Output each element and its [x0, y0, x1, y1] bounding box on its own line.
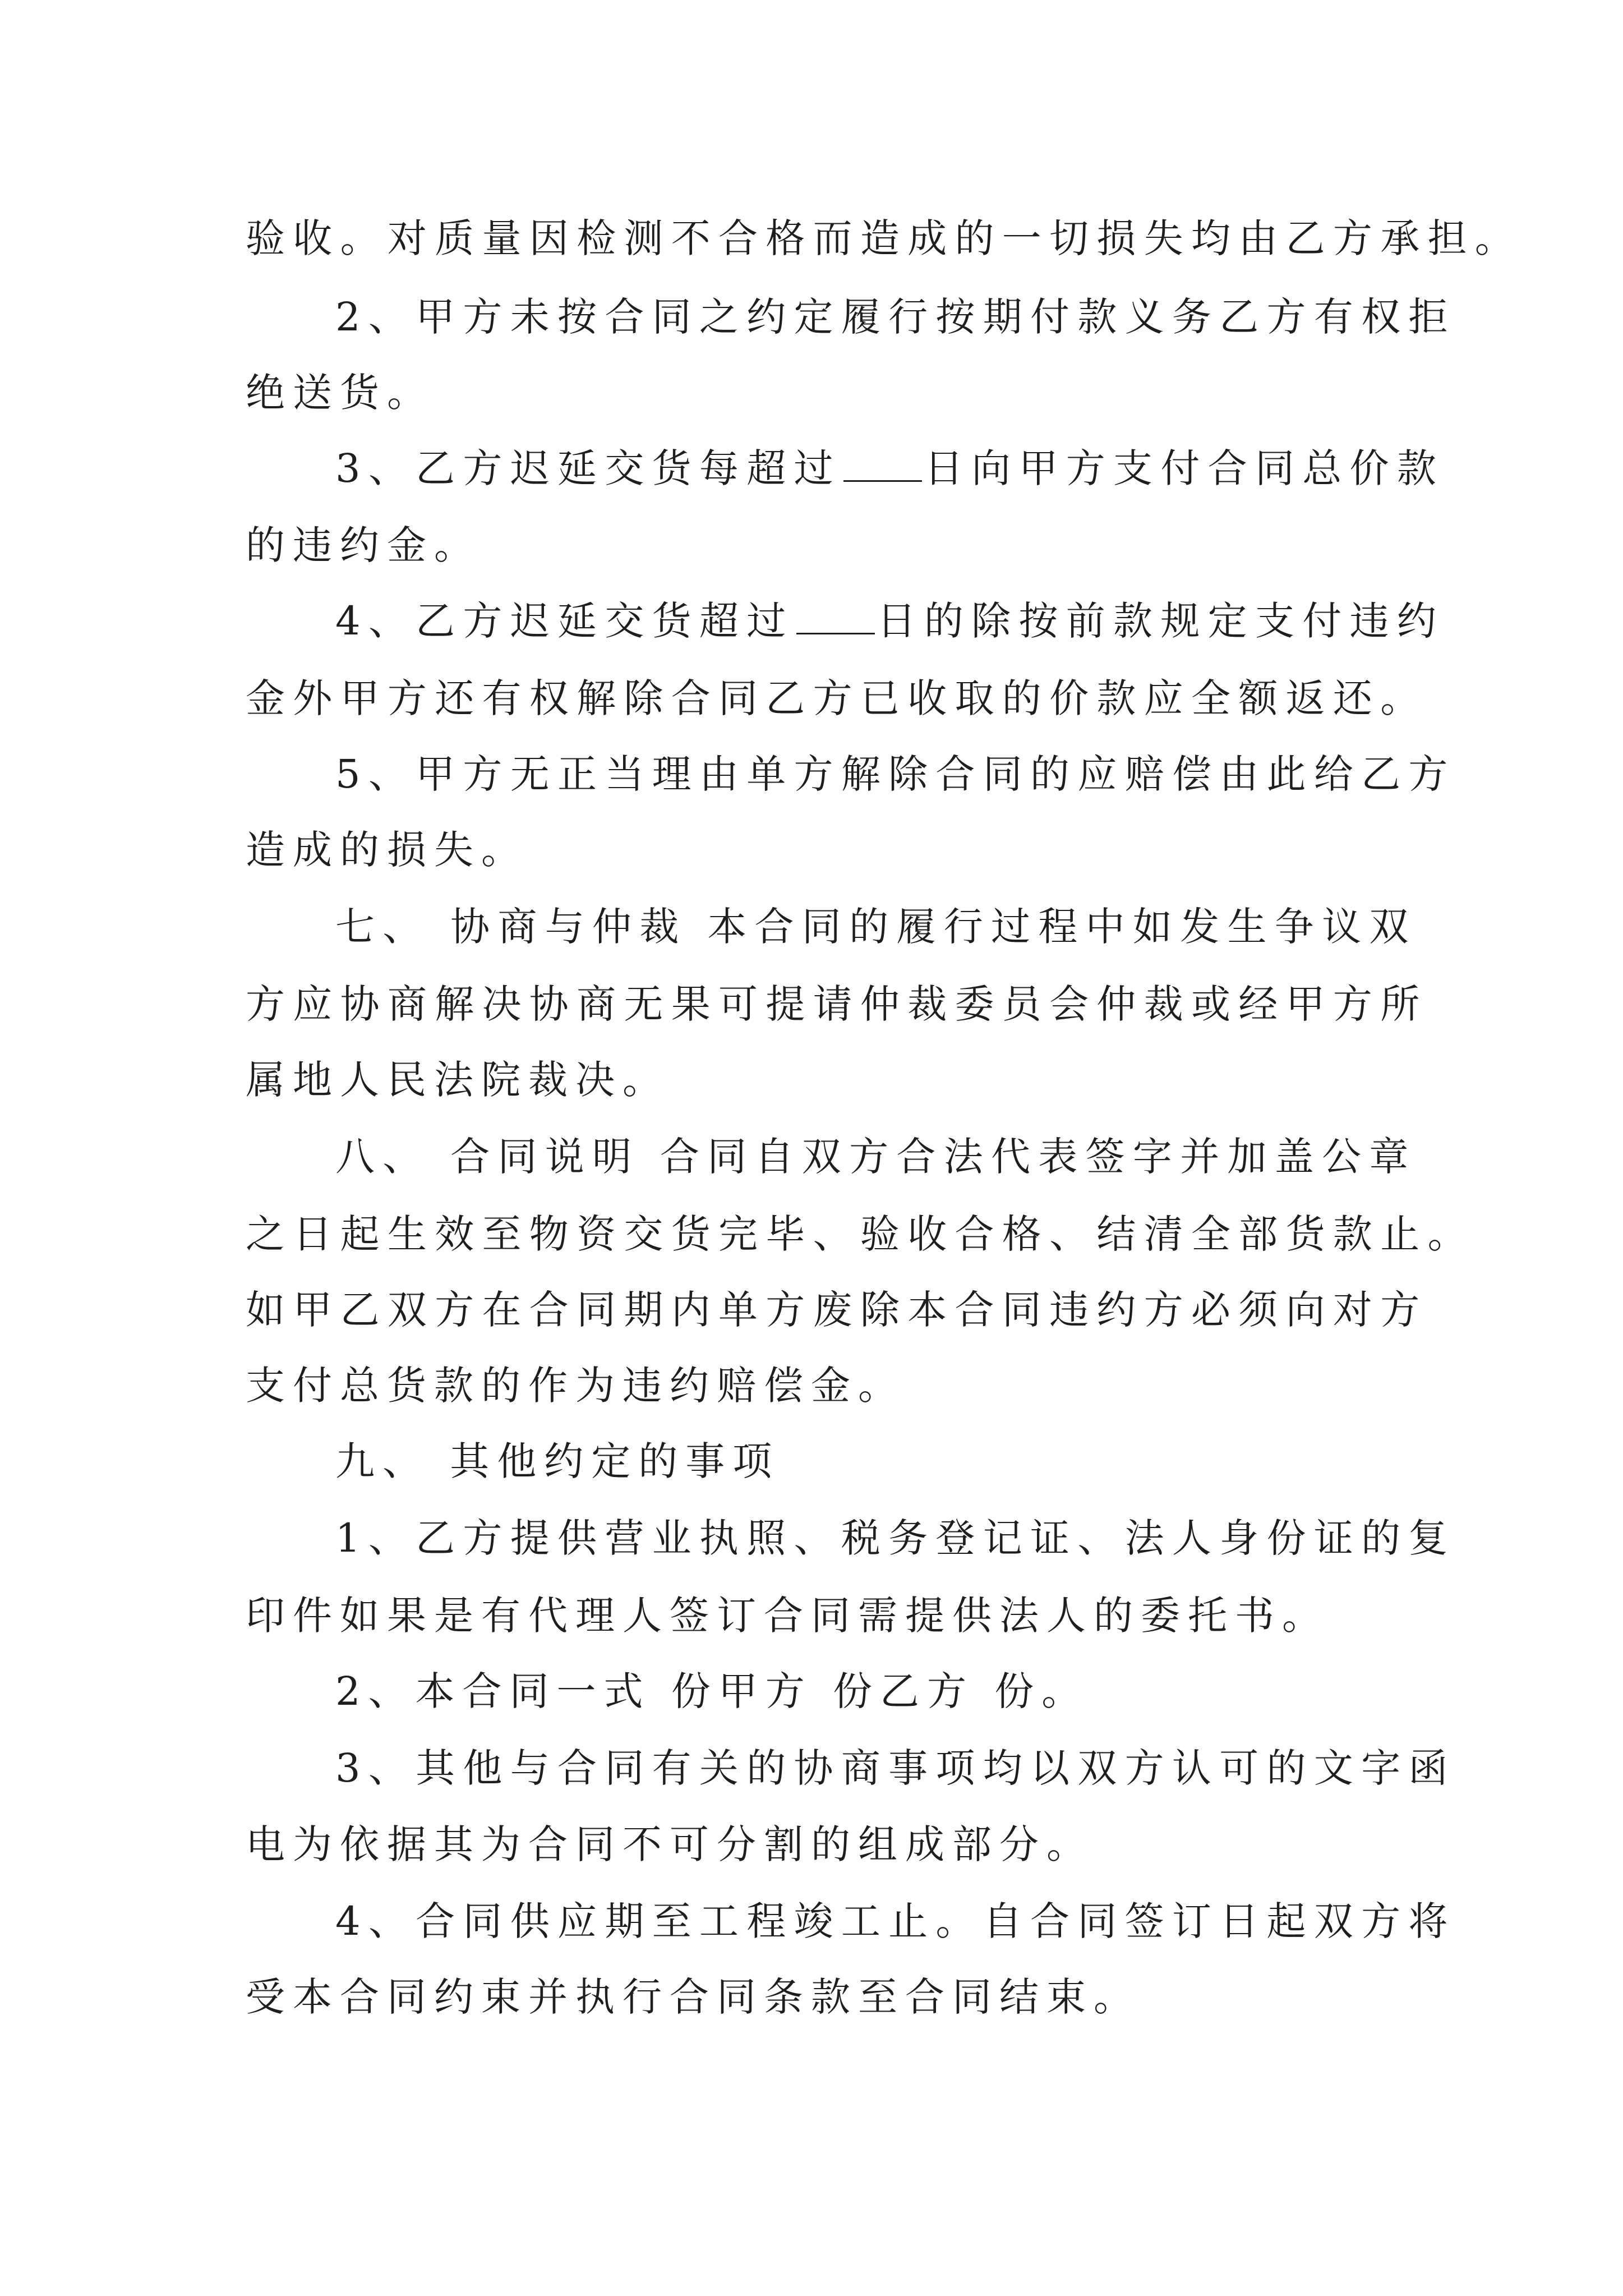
text-segment: 4、乙方迟延交货超过 — [335, 598, 794, 644]
text-line: 2、本合同一式 份甲方 份乙方 份。 — [335, 1668, 1089, 1714]
text-line: 八、 合同说明 合同自双方合法代表签字并加盖公章 — [335, 1134, 1417, 1180]
text-line: 电为依据其为合同不可分割的组成部分。 — [246, 1821, 1094, 1867]
text-line: 印件如果是有代理人签订合同需提供法人的委托书。 — [246, 1593, 1329, 1639]
text-line: 验收。对质量因检测不合格而造成的一切损失均由乙方承担。 — [246, 215, 1523, 261]
text-line: 金外甲方还有权解除合同乙方已收取的价款应全额返还。 — [246, 675, 1428, 721]
text-line: 3、其他与合同有关的协商事项均以双方认可的文字函 — [335, 1745, 1456, 1791]
text-segment: 日向甲方支付合同总价款 — [924, 445, 1445, 491]
text-line: 方应协商解决协商无果可提请仲裁委员会仲裁或经甲方所 — [246, 981, 1428, 1027]
text-line: 1、乙方提供营业执照、税务登记证、法人身份证的复 — [335, 1515, 1456, 1561]
text-line: 属地人民法院裁决。 — [246, 1057, 670, 1103]
text-line: 支付总货款的作为违约赔偿金。 — [246, 1363, 905, 1409]
text-line — [335, 587, 1444, 655]
text-line: 九、 其他约定的事项 — [335, 1438, 780, 1484]
text-segment: 日的除按前款规定支付违约 — [877, 598, 1445, 644]
text-segment: 3、乙方迟延交货每超过 — [335, 445, 841, 491]
text-line: 2、甲方未按合同之约定履行按期付款义务乙方有权拒 — [335, 294, 1456, 340]
blank-underline — [843, 447, 922, 482]
text-line: 绝送货。 — [246, 370, 434, 416]
text-line: 如甲乙双方在合同期内单方废除本合同违约方必须向对方 — [246, 1287, 1428, 1333]
blank-underline — [796, 599, 875, 634]
text-line: 七、 协商与仲裁 本合同的履行过程中如发生争议双 — [335, 904, 1417, 950]
text-line — [335, 435, 1444, 502]
text-line: 受本合同约束并执行合同条款至合同结束。 — [246, 1974, 1141, 2020]
text-line: 5、甲方无正当理由单方解除合同的应赔偿由此给乙方 — [335, 751, 1456, 797]
text-line: 的违约金。 — [246, 522, 481, 568]
text-line: 之日起生效至物资交货完毕、验收合格、结清全部货款止。 — [246, 1211, 1475, 1257]
text-line: 4、合同供应期至工程竣工止。自合同签订日起双方将 — [335, 1898, 1456, 1944]
text-line: 造成的损失。 — [246, 827, 528, 873]
